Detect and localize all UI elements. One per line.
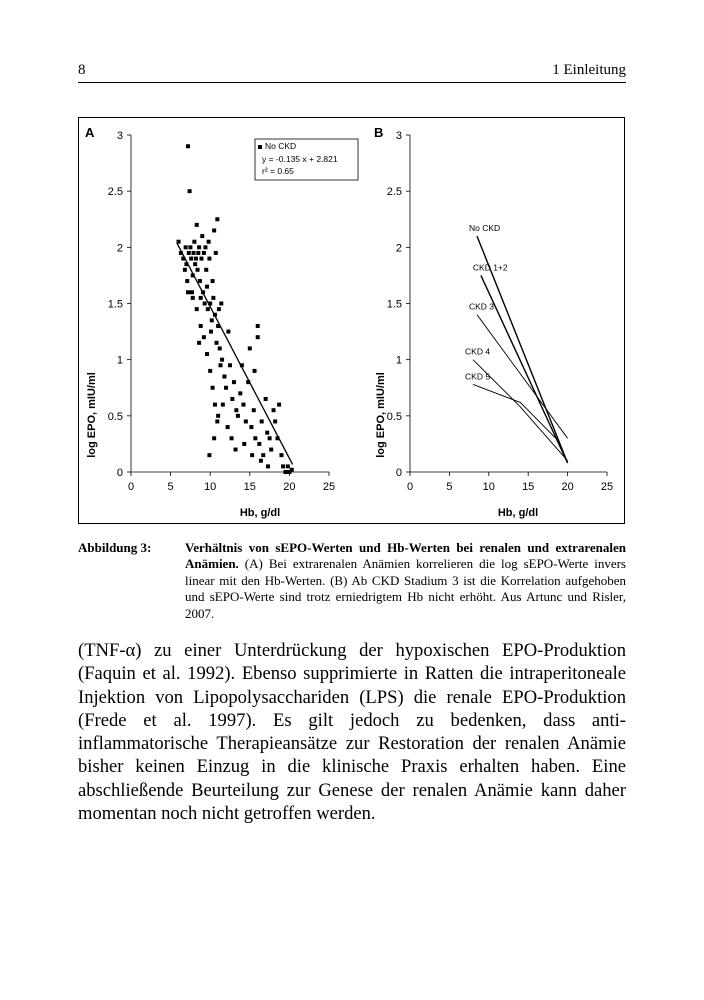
- scatter-point: [210, 318, 214, 322]
- scatter-point: [209, 330, 213, 334]
- figure-frame: [78, 117, 625, 524]
- scatter-point: [241, 403, 245, 407]
- panel-a-xlabel: Hb, g/dl: [239, 507, 281, 519]
- scatter-point: [207, 453, 211, 457]
- scatter-point: [281, 464, 285, 468]
- page-header: [78, 58, 626, 83]
- panel-a-ytick-label: 3: [116, 130, 123, 142]
- scatter-point: [218, 363, 222, 367]
- scatter-point: [234, 448, 238, 452]
- scatter-point: [212, 436, 216, 440]
- scatter-point: [215, 341, 219, 345]
- scatter-point: [185, 279, 189, 283]
- figure-caption: [78, 540, 626, 622]
- scatter-point: [273, 419, 277, 423]
- caption-text: (A) Bei extrarenalen Anämien korrelieren die log sEPO-Werte invers linear mit den Hb-Werten. (B) Ab CKD Stadium 3 ist die Korrelation aufgehoben und sEPO-Werte sind trotz erniedrigtem Hb nicht erhöht. Aus Artunc und Risler, 2007.: [185, 556, 626, 621]
- panel-b-ytick-label: 1.5: [386, 298, 402, 311]
- panel-b-ytick-label: 2: [395, 242, 402, 255]
- scatter-point: [184, 245, 188, 249]
- scatter-point: [200, 234, 204, 238]
- page-number: 8: [78, 62, 86, 78]
- panel-a-ytick-label: 1: [116, 354, 123, 367]
- scatter-point: [256, 324, 260, 328]
- scatter-point: [226, 330, 230, 334]
- panel-b-xtick-label: 25: [600, 481, 614, 493]
- legend-marker-icon: [258, 145, 262, 149]
- panel-b-xtick-label: 20: [561, 481, 574, 493]
- scatter-point: [183, 268, 187, 272]
- scatter-point: [190, 290, 194, 294]
- scatter-point: [283, 470, 287, 474]
- scatter-point: [217, 307, 221, 311]
- scatter-point: [234, 408, 238, 412]
- panel-b-ytick-label: 3: [395, 130, 402, 142]
- body-paragraph: (TNF-α) zu einer Unterdrückung der hypoxischen EPO-Produktion (Faquin et al. 1992). Ebenso supprimierte in Ratten die intraperitoneale Injektion von Lipopolysacchariden (LPS) die renale EPO-Produktion (Frede et al. 1997). Es gilt jedoch zu bedenken, dass anti-inflammatorische Therapieansätze zur Restoration der renalen Anämie bisher keinen Einzug in die klinische Praxis erhalten haben. Eine abschließende Beurteilung zur Genese der renalen Anämie kann daher momentan noch nicht getroffen werden.: [78, 640, 626, 825]
- scatter-point: [230, 436, 234, 440]
- panel-a-ytick-label: 0: [116, 467, 123, 479]
- scatter-point: [199, 324, 203, 328]
- panel-a-ytick-label: 2: [116, 242, 123, 255]
- series-label: CKD 1+2: [472, 262, 508, 273]
- scatter-point: [253, 436, 257, 440]
- scatter-point: [204, 268, 208, 272]
- scatter-point: [188, 189, 192, 193]
- scatter-point: [290, 468, 294, 472]
- figure-charts: [79, 118, 624, 523]
- scatter-point: [265, 431, 269, 435]
- scatter-point: [268, 436, 272, 440]
- panel-a-xtick-label: 5: [167, 481, 174, 493]
- scatter-point: [206, 307, 210, 311]
- scatter-point: [203, 245, 207, 249]
- scatter-point: [197, 341, 201, 345]
- scatter-point: [199, 257, 203, 261]
- scatter-point: [215, 419, 219, 423]
- series-label: CKD 4: [465, 346, 491, 357]
- scatter-point: [195, 307, 199, 311]
- scatter-point: [196, 251, 200, 255]
- scatter-point: [205, 285, 209, 289]
- panel-b-xlabel: Hb, g/dl: [497, 507, 539, 519]
- panel-a-xtick-label: 10: [204, 481, 217, 493]
- caption-label: Abbildung 3:: [78, 540, 152, 555]
- panel-b-label: B: [374, 125, 384, 140]
- scatter-point: [256, 335, 260, 339]
- scatter-point: [202, 251, 206, 255]
- scatter-point: [230, 397, 234, 401]
- panel-a-label: A: [85, 125, 95, 140]
- scatter-point: [238, 391, 242, 395]
- scatter-point: [286, 464, 290, 468]
- chapter-title: 1 Einleitung: [552, 62, 626, 78]
- scatter-point: [207, 240, 211, 244]
- scatter-point: [249, 425, 253, 429]
- scatter-point: [216, 414, 220, 418]
- scatter-point: [202, 335, 206, 339]
- series-label: CKD 3: [468, 301, 495, 312]
- scatter-point: [203, 302, 207, 306]
- panel-a-xtick-label: 0: [127, 481, 135, 493]
- panel-a-xtick-label: 15: [243, 481, 256, 493]
- caption-title: Verhältnis von sEPO-Werten und Hb-Werten bei renalen und extrarenalen Anämien.: [185, 540, 626, 572]
- scatter-point: [252, 408, 256, 412]
- scatter-point: [215, 217, 219, 221]
- scatter-point: [211, 296, 215, 300]
- scatter-point: [226, 425, 230, 429]
- series-label: No CKD: [468, 223, 501, 234]
- scatter-point: [194, 257, 198, 261]
- scatter-point: [232, 380, 236, 384]
- panel-a-xtick-label: 20: [283, 481, 296, 493]
- scatter-point: [221, 403, 225, 407]
- scatter-point: [269, 448, 273, 452]
- scatter-point: [236, 414, 240, 418]
- scatter-point: [186, 144, 190, 148]
- scatter-point: [277, 403, 281, 407]
- scatter-point: [250, 453, 254, 457]
- scatter-point: [222, 375, 226, 379]
- panel-b-xtick-label: 5: [446, 481, 453, 493]
- scatter-point: [199, 296, 203, 300]
- scatter-point: [195, 223, 199, 227]
- legend-r2: r² = 0.65: [262, 166, 294, 176]
- scatter-point: [186, 290, 190, 294]
- regression-line: [177, 243, 293, 464]
- caption-body: [185, 540, 626, 622]
- panel-b-xtick-label: 0: [406, 481, 414, 493]
- scatter-point: [187, 251, 191, 255]
- scatter-point: [218, 346, 222, 350]
- scatter-point: [211, 386, 215, 390]
- series-line-ckd-3: [477, 315, 568, 439]
- scatter-point: [198, 279, 202, 283]
- scatter-point: [188, 245, 192, 249]
- panel-b-ytick-label: 0: [395, 467, 402, 479]
- scatter-point: [220, 358, 224, 362]
- panel-b-xtick-label: 10: [482, 481, 495, 493]
- scatter-point: [192, 240, 196, 244]
- scatter-point: [242, 442, 246, 446]
- panel-b-ytick-label: 1: [395, 354, 402, 367]
- scatter-point: [228, 363, 232, 367]
- scatter-point: [219, 302, 223, 306]
- scatter-point: [207, 257, 211, 261]
- scatter-point: [196, 268, 200, 272]
- scatter-point: [260, 419, 264, 423]
- scatter-point: [253, 369, 257, 373]
- chart-marks: [108, 130, 613, 493]
- scatter-point: [257, 442, 261, 446]
- series-label: CKD 5: [465, 371, 491, 382]
- scatter-point: [272, 408, 276, 412]
- scatter-point: [189, 257, 193, 261]
- panel-b-ytick-label: 0.5: [386, 410, 402, 423]
- panel-b-ytick-label: 2.5: [386, 186, 402, 199]
- scatter-point: [224, 386, 228, 390]
- panel-a-ylabel: log EPO, mIU/ml: [86, 372, 98, 458]
- scatter-point: [192, 251, 196, 255]
- scatter-point: [214, 251, 218, 255]
- scatter-point: [266, 464, 270, 468]
- scatter-point: [208, 369, 212, 373]
- panel-b-xtick-label: 15: [522, 481, 535, 493]
- scatter-point: [197, 245, 201, 249]
- scatter-point: [264, 397, 268, 401]
- scatter-point: [211, 279, 215, 283]
- scatter-point: [193, 262, 197, 266]
- panel-a-ytick-label: 2.5: [107, 186, 123, 199]
- scatter-point: [248, 346, 252, 350]
- panel-a-ytick-label: 0.5: [107, 410, 123, 423]
- panel-a-xtick-label: 25: [322, 481, 336, 493]
- scatter-point: [191, 296, 195, 300]
- scatter-point: [212, 228, 216, 232]
- scatter-point: [259, 459, 263, 463]
- scatter-point: [244, 419, 248, 423]
- scatter-point: [213, 403, 217, 407]
- scatter-point: [205, 352, 209, 356]
- panel-b-ylabel: log EPO, mIU/ml: [375, 372, 387, 458]
- legend-series-name: No CKD: [265, 141, 297, 151]
- panel-a-ytick-label: 1.5: [107, 298, 123, 311]
- scatter-point: [261, 453, 265, 457]
- legend-equation: y = -0.135 x + 2.821: [262, 154, 338, 164]
- scatter-point: [279, 453, 283, 457]
